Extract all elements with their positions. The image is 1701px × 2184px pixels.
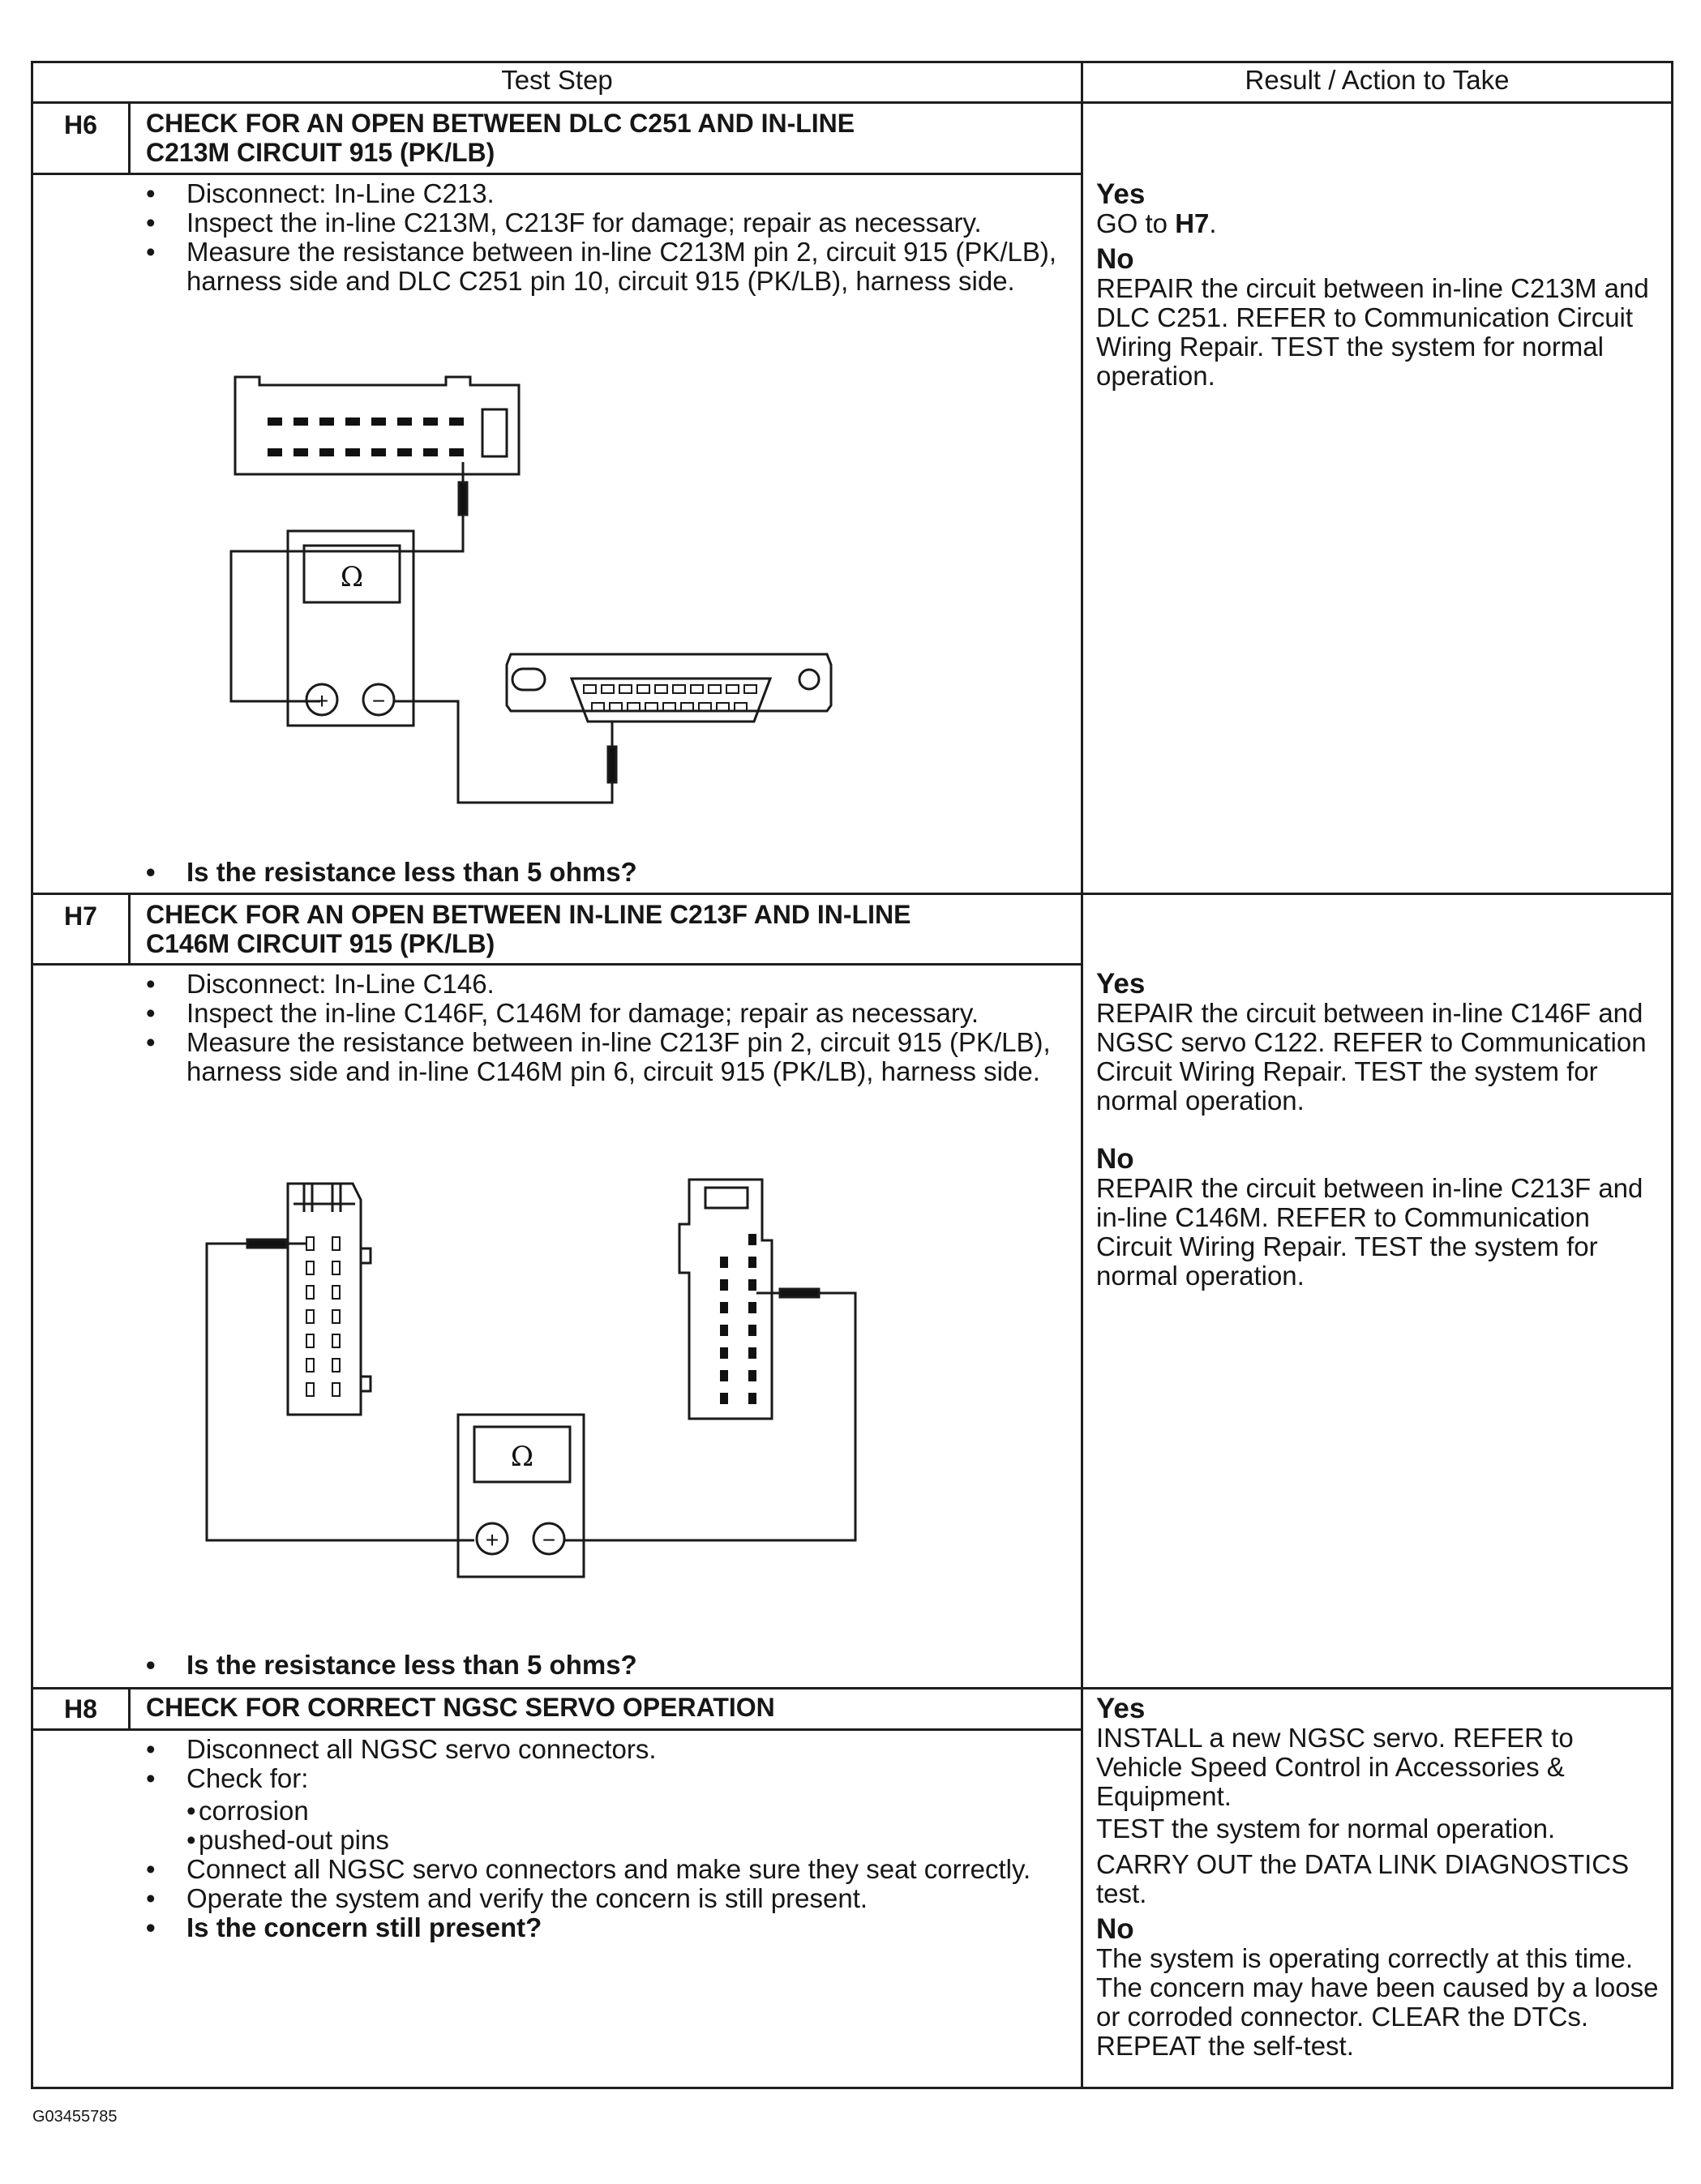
step-title-h6: CHECK FOR AN OPEN BETWEEN DLC C251 AND IN-LINE C213M CIRCUIT 915 (PK/LB): [146, 109, 855, 167]
list-item: • Check for: • corrosion • pushed-out pins: [130, 1764, 1062, 1855]
step-code-h8: H8: [64, 1694, 97, 1724]
list-item: • Measure the resistance between in-line C213M pin 2, circuit 915 (PK/LB), harness side and DLC C251 pin 10, circuit 915 (PK/LB), harness side.: [130, 238, 1062, 296]
connector-dlc-c251-icon: [507, 654, 831, 722]
no-action: REPAIR the circuit between in-line C213F and in-line C146M. REFER to Communication Circuit Wiring Repair. TEST the system for normal operation.: [1096, 1173, 1643, 1291]
column-header-result: Result / Action to Take: [1245, 65, 1510, 95]
list-item: • Connect all NGSC servo connectors and make sure they seat correctly.: [130, 1855, 1062, 1884]
no-label: No: [1096, 1143, 1134, 1175]
ohm-symbol: Ω: [510, 1441, 534, 1473]
step-question-h8: • Is the concern still present?: [130, 1913, 1062, 1942]
connector-c213-icon: [235, 377, 519, 474]
ohmmeter-icon: [288, 531, 413, 726]
list-item: • Measure the resistance between in-line C213F pin 2, circuit 915 (PK/LB), harness side and in-line C146M pin 6, circuit 915 (PK/LB), harness side.: [130, 1028, 1062, 1086]
no-action: The system is operating correctly at this time. The concern may have been caused by a loose or corroded connector. CLEAR the DTCs. REPEAT the self-test.: [1096, 1943, 1659, 2061]
probe-icon: [247, 1240, 286, 1248]
result-h8: [1096, 1694, 1664, 2061]
goto-step-link[interactable]: H7: [1175, 208, 1210, 238]
step-question-h7: • Is the resistance less than 5 ohms?: [130, 1651, 1062, 1680]
probe-icon: [459, 482, 467, 515]
list-item: • Inspect the in-line C146F, C146M for damage; repair as necessary.: [130, 999, 1062, 1028]
diagram-h7-resistance-measurement: [195, 1176, 892, 1589]
column-header-test-step: Test Step: [501, 65, 613, 95]
minus-symbol: −: [371, 688, 386, 713]
no-label: No: [1096, 1913, 1134, 1945]
connector-c146m-icon: [679, 1180, 772, 1419]
step-code-h6: H6: [64, 110, 97, 139]
list-item: • Disconnect all NGSC servo connectors.: [130, 1735, 1062, 1764]
connector-c213f-icon: [288, 1184, 371, 1415]
ohm-symbol: Ω: [340, 561, 364, 593]
sub-list-item: • pushed-out pins: [130, 1826, 1062, 1855]
plus-symbol: +: [315, 688, 329, 713]
step-title-h8: CHECK FOR CORRECT NGSC SERVO OPERATION: [146, 1693, 775, 1722]
step-instructions-h7: [130, 970, 1062, 1086]
step-instructions-h8: [130, 1735, 1062, 1942]
plus-symbol: +: [485, 1527, 499, 1552]
probe-icon: [780, 1289, 819, 1297]
probe-icon: [608, 747, 616, 782]
no-action: REPAIR the circuit between in-line C213M and DLC C251. REFER to Communication Circuit Wiring Repair. TEST the system for normal operation.: [1096, 273, 1649, 391]
result-h7: [1096, 970, 1664, 1291]
step-question-h6: • Is the resistance less than 5 ohms?: [130, 858, 1062, 887]
yes-label: Yes: [1096, 968, 1146, 1000]
sub-list-item: • corrosion: [130, 1796, 1062, 1826]
yes-action: TEST the system for normal operation.: [1096, 1814, 1556, 1844]
yes-action: REPAIR the circuit between in-line C146F and NGSC servo C122. REFER to Communication Circuit Wiring Repair. TEST the system for normal operation.: [1096, 998, 1647, 1116]
list-item: • Operate the system and verify the concern is still present.: [130, 1884, 1062, 1913]
yes-action: INSTALL a new NGSC servo. REFER to Vehicle Speed Control in Accessories & Equipment.: [1096, 1723, 1574, 1811]
ohmmeter-icon: [458, 1415, 584, 1577]
yes-label: Yes: [1096, 1693, 1146, 1724]
list-item: • Disconnect: In-Line C146.: [130, 970, 1062, 999]
yes-label: Yes: [1096, 178, 1146, 210]
step-code-h7: H7: [64, 901, 97, 931]
no-label: No: [1096, 243, 1134, 275]
list-item: • Inspect the in-line C213M, C213F for damage; repair as necessary.: [130, 208, 1062, 238]
result-h6: Yes GO to H7. No REPAIR the circuit between in-line C213M and DLC C251. REFER to Communication Circuit Wiring Repair. TEST the system for normal operation.: [1096, 178, 1664, 391]
list-item: • Disconnect: In-Line C213.: [130, 179, 1062, 208]
minus-symbol: −: [542, 1527, 556, 1552]
step-title-h7: CHECK FOR AN OPEN BETWEEN IN-LINE C213F AND IN-LINE C146M CIRCUIT 915 (PK/LB): [146, 900, 911, 958]
figure-code: G03455785: [32, 2108, 118, 2126]
step-instructions-h6: [130, 179, 1062, 296]
diagram-h6-resistance-measurement: [186, 361, 900, 815]
yes-action: CARRY OUT the DATA LINK DIAGNOSTICS test.: [1096, 1849, 1630, 1908]
